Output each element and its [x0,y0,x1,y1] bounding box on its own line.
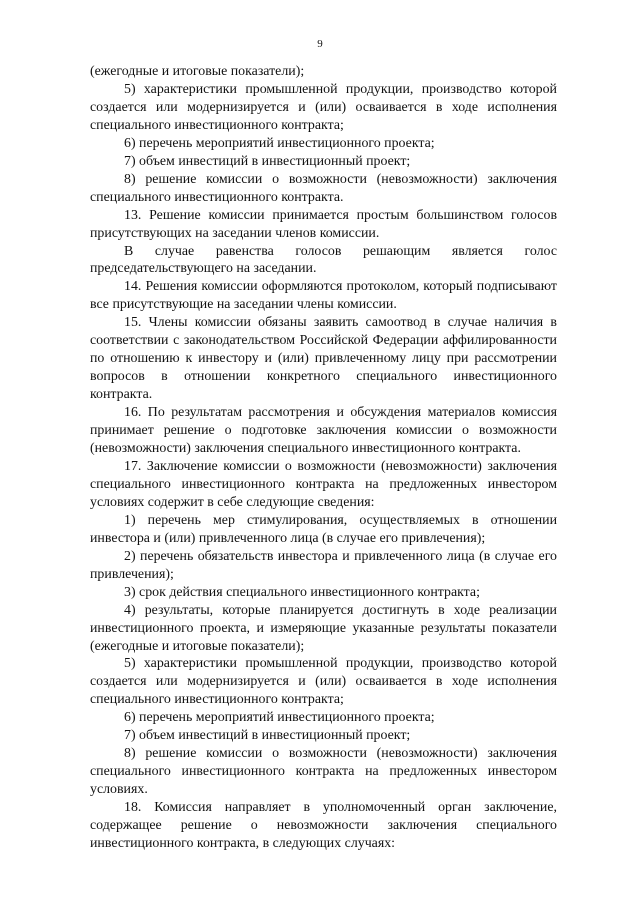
page-number: 9 [317,38,323,50]
paragraph: 5) характеристики промышленной продукции, производство которой создается или модернизируется и (или) осваивается в ходе исполнения специального инвестиционного контракта; [90,656,557,708]
paragraph: 2) перечень обязательств инвестора и привлеченного лица (в случае его привлечения); [90,548,557,582]
paragraph: 8) решение комиссии о возможности (невозможности) заключения специального инвестиционного контракта. [90,171,557,205]
paragraph: 7) объем инвестиций в инвестиционный проект; [124,153,411,169]
document-body [90,63,557,853]
paragraph: 13. Решение комиссии принимается простым большинством голосов присутствующих на заседании членов комиссии. [90,207,557,241]
paragraph: 6) перечень мероприятий инвестиционного проекта; [124,710,435,726]
paragraph: 1) перечень мер стимулирования, осуществляемых в отношении инвестора и (или) привлеченного лица (в случае его привлечения); [90,512,557,546]
paragraph: (ежегодные и итоговые показатели); [90,64,305,79]
paragraph: 7) объем инвестиций в инвестиционный проект; [124,728,411,744]
paragraph: 14. Решения комиссии оформляются протоколом, который подписывают все присутствующие на заседании члены комиссии. [90,279,557,313]
paragraph: В случае равенства голосов решающим является голос председательствующего на заседании. [90,243,557,277]
paragraph: 15. Члены комиссии обязаны заявить самоотвод в случае наличия в соответствии с законодательством Российской Федерации аффилированности по отношению к инвестору и (или) привлеченному лицу при рассмотрении вопросов в отношении конкретного специального инвестиционного контракта. [90,315,557,403]
paragraph: 3) срок действия специального инвестиционного контракта; [124,584,480,600]
paragraph: 5) характеристики промышленной продукции, производство которой создается или модернизируется и (или) осваивается в ходе исполнения специального инвестиционного контракта; [90,81,557,133]
paragraph: 16. По результатам рассмотрения и обсуждения материалов комиссия принимает решение о подготовке заключения комиссии о возможности (невозможности) заключения специального инвестиционного контракта. [90,405,557,457]
paragraph: 6) перечень мероприятий инвестиционного проекта; [124,135,435,151]
paragraph: 8) решение комиссии о возможности (невозможности) заключения специального инвестиционного контракта на предложенных инвестором условиях. [90,746,557,798]
paragraph: 4) результаты, которые планируется достигнуть в ходе реализации инвестиционного проекта, и измеряющие указанные результаты показатели (ежегодные и итоговые показатели); [90,602,557,654]
paragraph: 17. Заключение комиссии о возможности (невозможности) заключения специального инвестиционного контракта на предложенных инвестором условиях содержит в себе следующие сведения: [90,458,557,510]
paragraph: 18. Комиссия направляет в уполномоченный орган заключение, содержащее решение о невозможности заключения специального инвестиционного контракта, в следующих случаях: [90,800,557,851]
